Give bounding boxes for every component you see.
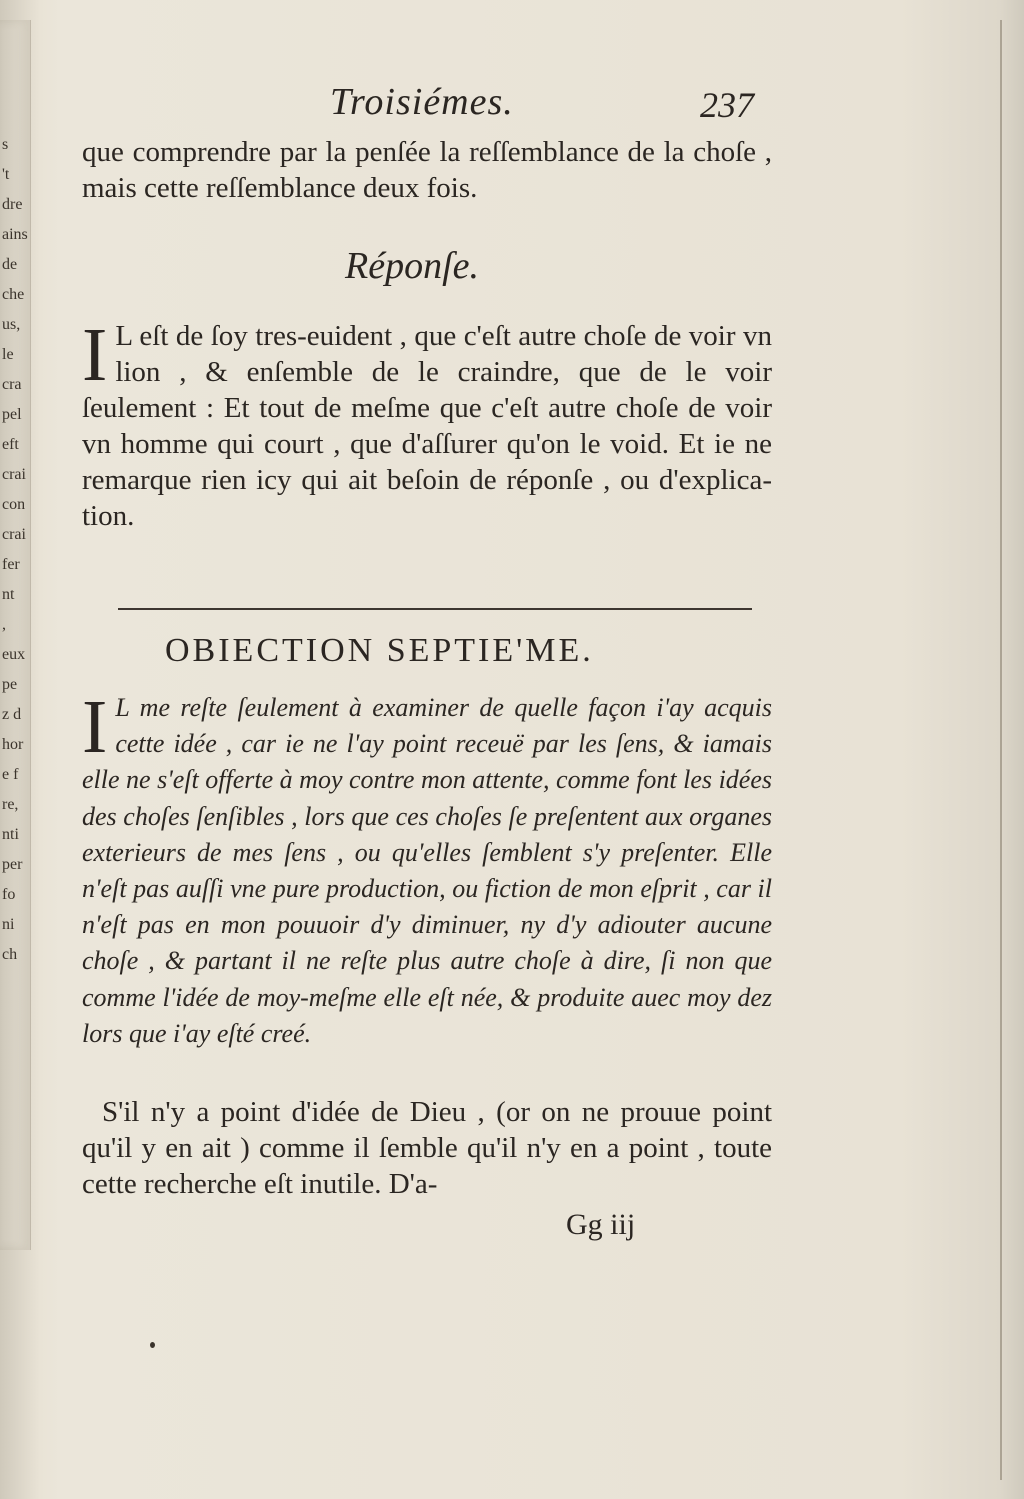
prev-fragment: nti bbox=[2, 826, 19, 843]
prev-fragment: 't bbox=[2, 166, 10, 183]
prev-fragment: de bbox=[2, 256, 18, 273]
prev-fragment: crai bbox=[2, 466, 26, 483]
prev-fragment: us, bbox=[2, 316, 21, 333]
objection-text: L me reſte ſeulement à examiner de quelle façon i'ay acquis cette idée , car ie ne l'ay point receuë par les ſens, & iamais elle ne s'eſt offerte à moy contre mon attente, comme font les idées des choſes ſenſibles , lors que ces choſes ſe preſentent aux organes exterieurs de mes ſens , ou qu'elles ſemblent s'y preſenter. Elle n'eſt pas auſſi vne pure production, ou fiction de mon eſprit , car il n'eſt pas en mon pouuoir d'y diminuer, ny d'y adiouter aucune choſe , & partant il ne reſte plus autre choſe à dire, ſi non que comme l'idée de moy-meſme elle eſt née, & produite auec moy dez lors que i'ay eſté creé. bbox=[82, 693, 772, 1048]
drop-capital: I bbox=[82, 685, 108, 769]
prev-fragment: z d bbox=[2, 706, 22, 723]
prev-fragment: con bbox=[2, 496, 26, 513]
reponse-paragraph bbox=[82, 313, 772, 534]
section-rule bbox=[118, 608, 752, 610]
reponse-text: L eſt de ſoy tres-euident , que c'eſt autre choſe de voir vn lion , & enſemble de le craindre, que de le voir ſeulement : Et tout de meſme que c'eſt autre choſe de voir vn homme qui court , que d'aſſurer qu'on le void. Et ie ne remarque rien icy qui ait beſoin de réponſe , ou d'explica-tion. bbox=[82, 320, 772, 532]
ink-speck bbox=[150, 1342, 155, 1348]
prev-fragment: re, bbox=[2, 796, 19, 813]
running-head: Troisiémes. bbox=[330, 81, 514, 123]
prev-fragment: ains bbox=[2, 226, 28, 243]
prev-fragment: nt bbox=[2, 586, 15, 603]
prev-fragment: per bbox=[2, 856, 23, 873]
drop-capital: I bbox=[82, 313, 108, 397]
signature-mark: Gg iij bbox=[566, 1208, 636, 1241]
prev-fragment: crai bbox=[2, 526, 26, 543]
prev-fragment: eux bbox=[2, 646, 26, 663]
prev-fragment: le bbox=[2, 346, 14, 363]
prev-fragment: cra bbox=[2, 376, 22, 393]
page-number: 237 bbox=[700, 85, 754, 125]
previous-page-margin bbox=[2, 130, 28, 970]
prev-fragment: fo bbox=[2, 886, 16, 903]
prev-fragment: dre bbox=[2, 196, 23, 213]
prev-fragment: e f bbox=[2, 766, 19, 783]
prev-fragment: fer bbox=[2, 556, 20, 573]
prev-fragment: eft bbox=[2, 436, 19, 453]
objection-paragraph bbox=[82, 685, 772, 1052]
prev-fragment: hor bbox=[2, 736, 24, 753]
objection-paragraph-2: S'il n'y a point d'idée de Dieu , (or on ne prouue point qu'il y en ait ) comme il ſemble qu'il n'y en a point , toute cette recherche eſt inutile. D'a- bbox=[82, 1096, 772, 1200]
prev-fragment: ni bbox=[2, 916, 15, 933]
prev-fragment: pel bbox=[2, 406, 22, 423]
prev-fragment: pe bbox=[2, 676, 18, 693]
page-edge bbox=[1000, 20, 1002, 1480]
prev-fragment: che bbox=[2, 286, 25, 303]
continuation-paragraph: que comprendre par la penſée la reſſemblance de la choſe , mais cette reſſemblance deux fois. bbox=[82, 136, 772, 204]
prev-fragment: s bbox=[2, 136, 9, 153]
prev-fragment: ch bbox=[2, 946, 18, 963]
objection-heading: OBIECTION SEPTIE'ME. bbox=[165, 632, 594, 669]
prev-fragment: , bbox=[2, 616, 6, 633]
reponse-heading: Réponſe. bbox=[345, 245, 480, 287]
